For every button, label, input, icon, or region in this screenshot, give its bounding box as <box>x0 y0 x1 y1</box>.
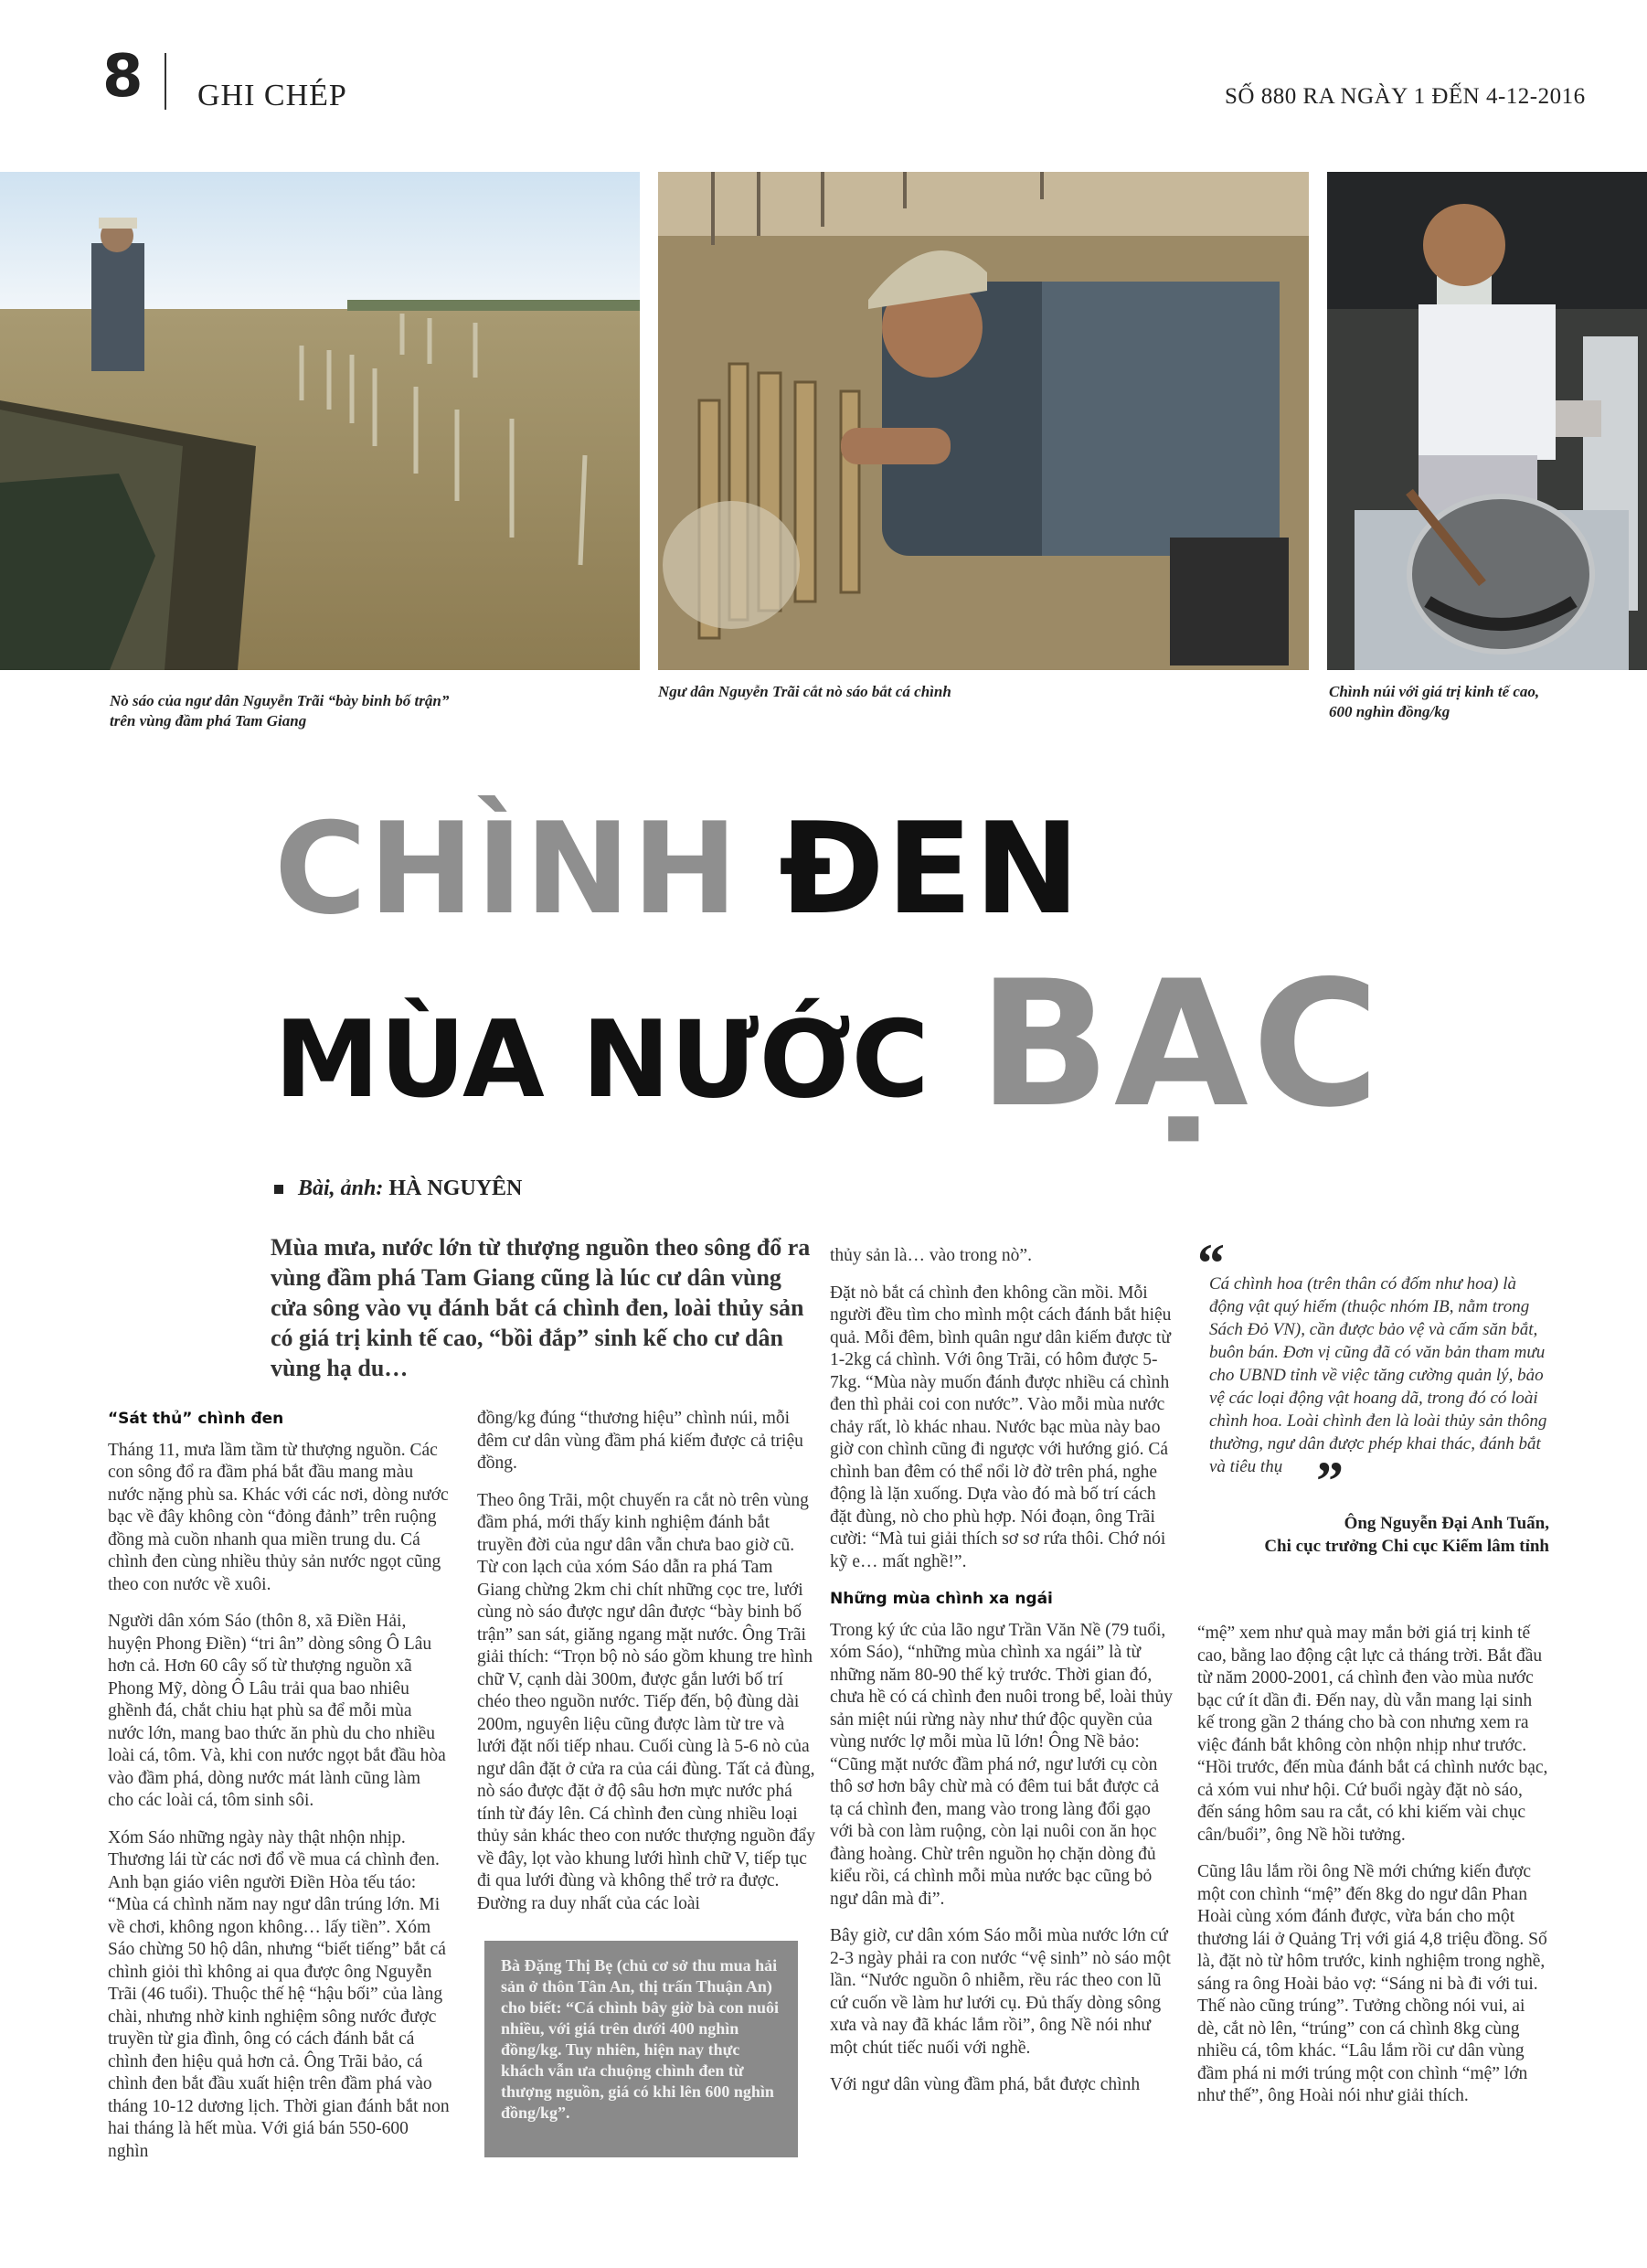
subheading-2: Những mùa chình xa ngái <box>830 1590 1053 1608</box>
article-column-2 <box>477 1408 815 1930</box>
pull-quote-box: Bà Đặng Thị Bẹ (chủ cơ sở thu mua hải sản ở thôn Tân An, thị trấn Thuận An) cho biết: “Cá chình bây giờ bà con nuôi nhiều, với giá trên dưới 400 nghìn đồng/kg. Tuy nhiên, hiện nay thực khách vẫn ưa chuộng chình đen từ thượng nguồn, giá có khi lên 600 nghìn đồng/kg”. <box>484 1941 798 2157</box>
article-column-4 <box>1197 1623 1549 2123</box>
article-column-3 <box>830 1245 1173 2112</box>
byline-author: HÀ NGUYÊN <box>388 1177 523 1200</box>
close-quote-mark: ” <box>1316 1451 1344 1511</box>
page-number: 8 <box>102 43 143 111</box>
title-word-2: ĐEN <box>779 795 1082 942</box>
paragraph: Cũng lâu lắm rồi ông Nề mới chứng kiến được một con chình “mệ” đến 8kg do ngư dân Phan Hoài cùng xóm đánh được, vừa bán cho một thương lái ở Quảng Trị với giá 4,8 triệu đồng. Số là, đặt nò từ hôm trước, kinh nghiệm trong nghề, sáng ra ông Hoài bảo vợ: “Sáng ni bà đi với tui. Thế nào cũng trúng”. Tưởng chồng nói vui, ai dè, cắt nò lên, “trúng” con cá chình 8kg cùng nhiều cá, tôm khác. “Lâu lắm rồi cư dân vùng đầm phá ni mới trúng một con chình “mệ” lớn như thế”, ông Hoài nói như giải thích. <box>1197 1862 1547 2105</box>
expert-quote-text: Cá chình hoa (trên thân có đốm như hoa) là động vật quý hiếm (thuộc nhóm IB, nằm trong Sách Đỏ VN), cần được bảo vệ và cấm săn bắt, buôn bán. Đơn vị cũng đã có văn bản tham mưu cho UBND tỉnh về việc tăng cường quản lý, bảo vệ các loại động vật hoang dã, trong đó có loài chình hoa. Loài chình đen là loài thủy sản thông thường, ngư dân được phép khai thác, đánh bắt và tiêu thụ <box>1209 1274 1547 1476</box>
photo-cutting-trap <box>658 172 1309 670</box>
paragraph: Bây giờ, cư dân xóm Sáo mỗi mùa nước lớn cứ 2-3 ngày phải ra con nước “vệ sinh” nò sáo một lần. “Nước nguồn ô nhiễm, rều rác theo con lũ cứ cuốn về làm hư lưới cụ. Đủ thấy dòng sông xưa và nay đã khác lắm rồi”, ông Nề nói như một chút tiếc nuối với nghề. <box>830 1926 1171 2058</box>
byline-label: Bài, ảnh: <box>298 1177 384 1200</box>
title-word-4: BẠC <box>978 943 1384 1145</box>
photo-caption-2: Ngư dân Nguyễn Trãi cắt nò sáo bắt cá chình <box>658 683 951 700</box>
paragraph: Với ngư dân vùng đầm phá, bắt được chình <box>830 2075 1141 2094</box>
paragraph: Người dân xóm Sáo (thôn 8, xã Điền Hải, huyện Phong Điền) “tri ân” dòng sông Ô Lâu hơn cả. Hơn 60 cây số từ thượng nguồn xã Phong Mỹ, dòng Ô Lâu trải qua bao nhiêu ghềnh đá, chắt chiu hạt phù sa để mỗi mùa nước lớn, mang bao thức ăn phù du cho nhiều loài cá, tôm. Và, khi con nước ngọt bắt đầu hòa vào đầm phá, dòng nước mát lành cũng làm cho các loài cá, tôm sinh sôi. <box>108 1612 446 1810</box>
paragraph: Trong ký ức của lão ngư Trần Văn Nề (79 tuổi, xóm Sáo), “những mùa chình xa ngái” là từ những năm 80-90 thế kỷ trước. Thời gian đó, chưa hề có cá chình đen nuôi trong bể, loài thủy sản miệt núi rừng này như thứ độc quyền của vùng nước lợ mỗi mùa lũ lớn! Ông Nề bảo: “Cũng mặt nước đầm phá nớ, ngư lưới cụ còn thô sơ hơn bây chừ mà có đêm tui bắt được cả tạ cá chình đen, mang vào trong làng đổi gạo với bà con làm ruộng, còn lại nuôi con ăn học đàng hoàng. Chừ trên nguồn họ chặn dòng đủ kiểu rồi, cá chình mỗi mùa nước bạc cũng bỏ ngư dân mà đi”. <box>830 1620 1173 1909</box>
subheading-1: “Sát thủ” chình đen <box>108 1410 284 1428</box>
paragraph: Xóm Sáo những ngày này thật nhộn nhịp. Thương lái từ các nơi đổ về mua cá chình đen. Anh bạn giáo viên người Điền Hòa tếu táo: “Mùa cá chình năm nay ngư dân trúng lớn. Mi về chơi, không ngon không… lấy tiền”. Xóm Sáo chừng 50 hộ dân, nhưng “biết tiếng” bắt cá chình giỏi thì không ai qua được ông Nguyễn Trãi (46 tuổi). Thuộc thế hệ “hậu bối” của làng chài, nhưng nhờ kinh nghiệm sông nước được truyền từ gia đình, ông có cách đánh bắt cá chình đen hiệu quả hơn cả. Ông Trãi bảo, cá chình đen bắt đầu xuất hiện trên đầm phá vào tháng 10-12 dương lịch. Thời gian đánh bắt non hai tháng là hết mùa. Với giá bán 550-600 nghìn <box>108 1827 450 2161</box>
byline-bullet <box>274 1185 283 1194</box>
paragraph: Đặt nò bắt cá chình đen không cần mồi. Mỗi người đều tìm cho mình một cách đánh bắt hiệu quả. Mỗi đêm, bình quân ngư dân kiếm được từ 1-2kg cá chình. Với ông Trãi, có hôm được 5-7kg. “Mùa này muốn đánh được nhiều cá chình đen thì phải coi con nước”. Vào mỗi mùa nước chảy rất, lò khác nhau. Nước bạc mùa này bao giờ con chình cũng đi ngược với hướng gió. Cá chình ban đêm có thể nổi lờ đờ trên phá, nghe động là lặn xuống. Dựa vào đó mà bố trí cách đặt đùng, nò cho phù hợp. Nói đoạn, ông Trãi cười: “Mà tui giải thích sơ sơ rứa thôi. Chớ nói kỹ e… mất nghề!”. <box>830 1283 1172 1571</box>
article-column-1 <box>108 1408 450 2177</box>
quote-attribution <box>1152 1512 1549 1558</box>
paragraph: Tháng 11, mưa lầm tầm từ thượng nguồn. Các con sông đổ ra đầm phá bắt đầu mang màu nước nặng phù sa. Khác với các nơi, dòng nước bạc về đây không còn “đỏng đảnh” trên ruộng đồng mà cuồn nhanh qua miền trung du. Cá chình đen cùng nhiều thủy sản nước ngọt cũng theo con nước về xuôi. <box>108 1440 449 1594</box>
photo-caption-3: Chình núi với giá trị kinh tế cao, 600 nghìn đồng/kg <box>1329 683 1540 720</box>
byline <box>274 1177 522 1201</box>
issue-info: SỐ 880 RA NGÀY 1 ĐẾN 4-12-2016 <box>1225 84 1586 109</box>
photo-eel-basket <box>1327 172 1647 670</box>
section-title: GHI CHÉP <box>197 79 347 112</box>
expert-quote <box>1209 1272 1547 1478</box>
open-quote-mark: “ <box>1197 1233 1225 1294</box>
quote-author-name: Ông Nguyễn Đại Anh Tuấn, <box>1344 1514 1549 1533</box>
paragraph: thủy sản là… vào trong nò”. <box>830 1246 1032 1265</box>
header-divider <box>165 53 166 110</box>
photo-fisherman-boat <box>0 172 640 670</box>
lead-paragraph: Mùa mưa, nước lớn từ thượng nguồn theo sông đổ ra vùng đầm phá Tam Giang cũng là lúc cư dân vùng cửa sông vào vụ đánh bắt cá chình đen, loài thủy sản có giá trị kinh tế cao, “bồi đắp” sinh kế cho cư dân vùng hạ du… <box>271 1234 811 1381</box>
paragraph: “mệ” xem như quà may mắn bởi giá trị kinh tế cao, bằng lao động cật lực cả tháng trời. Bắt đầu từ năm 2000-2001, cá chình đen vào mùa nước bạc cứ ít dần đi. Đến nay, dù vẫn mang lại sinh kế trong gần 2 tháng cho bà con nhưng xem ra việc đánh bắt không còn nhộn nhịp như trước. “Hồi trước, đến mùa đánh bắt cá chình nước bạc, cả xóm vui như hội. Cứ buổi ngày đặt nò sáo, đến sáng hôm sau ra cắt, có khi kiếm vài chục cân/buổi”, ông Nề hồi tưởng. <box>1197 1624 1548 1845</box>
paragraph: đồng/kg đúng “thương hiệu” chình núi, mỗi đêm cư dân vùng đầm phá kiếm được cả triệu đồng. <box>477 1409 803 1473</box>
quote-author-title: Chi cục trưởng Chi cục Kiểm lâm tỉnh <box>1264 1537 1549 1556</box>
photo-caption-1: Nò sáo của ngư dân Nguyễn Trãi “bày binh bố trận” trên vùng đầm phá Tam Giang <box>110 692 450 729</box>
title-word-1: CHÌNH <box>274 795 740 942</box>
paragraph: Theo ông Trãi, một chuyến ra cắt nò trên vùng đầm phá, mới thấy kinh nghiệm đánh bắt truyền đời của ngư dân vẫn chưa bao giờ cũ. Từ con lạch của xóm Sáo dẫn ra phá Tam Giang chừng 2km chi chít những cọc tre, lưới cùng nò sáo được ngư dân được “bày binh bố trận” san sát, giăng ngang mặt nước. Ông Trãi giải thích: “Trọn bộ nò sáo gồm khung tre hình chữ V, cạnh dài 300m, được gắn lưới bố trí chéo theo nguồn nước. Tiếp đến, bộ đùng dài 200m, nguyên liệu cũng được làm từ tre và lưới đặt nối tiếp nhau. Cuối cùng là 5-6 nò của ngư dân đặt ở cửa ra của cái đùng. Tất cả đùng, nò sáo được đặt ở độ sâu hơn mực nước phá tính từ đáy lên. Cá chình đen cùng nhiều loại thủy sản khác theo con nước thượng nguồn đẩy về đây, lọt vào khung lưới hình chữ V, tiếp tục đi qua lưới đùng và không thể trở ra được. Đường ra duy nhất của các loài <box>477 1490 815 1913</box>
title-word-3: MÙA NƯỚC <box>274 998 930 1122</box>
